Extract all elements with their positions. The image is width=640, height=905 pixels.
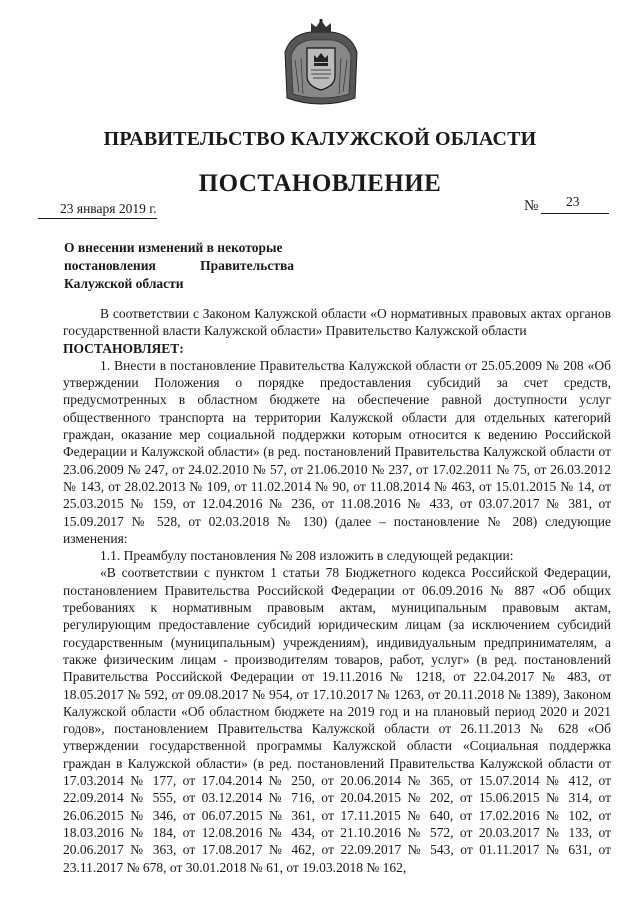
subject-line bbox=[64, 257, 294, 275]
item-1-1-paragraph: 1.1. Преамбулу постановления № 208 изложить в следующей редакции: bbox=[100, 548, 514, 564]
number-underline bbox=[541, 213, 609, 214]
government-title: ПРАВИТЕЛЬСТВО КАЛУЖСКОЙ ОБЛАСТИ bbox=[103, 128, 537, 150]
document-date: 23 января 2019 г. bbox=[38, 201, 157, 219]
subject-line: Калужской области bbox=[64, 276, 184, 291]
decree-word: ПОСТАНОВЛЯЕТ: bbox=[63, 340, 184, 356]
quoted-preamble-paragraph: «В соответствии с пунктом 1 статьи 78 Бюджетного кодекса Российской Федерации, постановлением Правительства Российской Федерации от 06.09.2016 № 887 «Об общих требованиях к нормативным правовым актам, муниципальным правовым актам, регулирующим предоставление субсидий юридическим лицам (за исключением субсидий государственным (муниципальным) учреждениям), индивидуальным предпринимателям, а также физическим лицам - производителям товаров, работ, услуг» (в ред. постановлений Правительства Российской Федерации от 19.11.2016 № 1218, от 22.04.2017 № 483, от 18.05.2017 № 592, от 09.08.2017 № 954, от 17.10.2017 № 1263, от 20.11.2018 № 1389), Законом Калужской области «Об областном бюджете на 2019 год и на плановый период 2020 и 2021 годов», постановлением Правительства Калужской области от 26.11.2013 № 628 «Об утверждении государственной программы Калужской области «Социальная поддержка граждан в Калужской области» (в ред. постановлений Правительства Калужской области от 17.03.2014 № 177, от 17.04.2014 № 250, от 20.06.2014 № 365, от 15.07.2014 № 412, от 22.09.2014 № 555, от 03.12.2014 № 716, от 20.04.2015 № 202, от 15.06.2015 № 314, от 26.06.2015 № 346, от 06.07.2015 № 361, от 17.11.2015 № 640, от 17.02.2016 № 102, от 18.03.2016 № 184, от 12.08.2016 № 434, от 21.10.2016 № 572, от 20.03.2017 № 133, от 20.06.2017 № 363, от 17.08.2017 № 462, от 22.09.2017 № 543, от 01.11.2017 № 631, от 23.11.2017 № 678, от 30.01.2018 № 61, от 19.03.2018 № 162, bbox=[63, 565, 611, 875]
document-subject bbox=[64, 239, 294, 293]
preamble-paragraph: В соответствии с Законом Калужской области «О нормативных правовых актах органов государственной власти Калужской области» Правительство Калужской области bbox=[63, 306, 611, 339]
document-body bbox=[63, 305, 611, 876]
subject-word: постановления bbox=[64, 258, 156, 273]
subject-line: О внесении изменений в некоторые bbox=[64, 240, 283, 255]
number-label: № bbox=[524, 198, 539, 214]
document-type-title: ПОСТАНОВЛЕНИЕ bbox=[198, 170, 442, 197]
coat-of-arms-emblem bbox=[281, 18, 361, 106]
item-1-paragraph: 1. Внести в постановление Правительства Калужской области от 25.05.2009 № 208 «Об утверждении Положения о порядке предоставления субсидий за счет средств, предусмотренных в областном бюджете на обеспечение равной доступности услуг общественного транспорта на территории Калужской области для отдельных категорий граждан, оказание мер социальной поддержки которым относится к ведению Российской Федерации и Калужской области» (в ред. постановлений Правительства Калужской области от 23.06.2009 № 247, от 24.02.2010 № 57, от 21.06.2010 № 237, от 17.02.2011 № 75, от 26.03.2012 № 143, от 28.02.2013 № 109, от 11.02.2014 № 90, от 11.08.2014 № 463, от 15.01.2015 № 14, от 25.03.2015 № 159, от 12.04.2016 № 236, от 11.08.2016 № 433, от 03.07.2017 № 381, от 15.09.2017 № 528, от 02.03.2018 № 130) (далее – постановление № 208) следующие изменения: bbox=[63, 357, 611, 546]
document-number: 23 bbox=[566, 194, 580, 209]
subject-word: Правительства bbox=[200, 258, 294, 273]
